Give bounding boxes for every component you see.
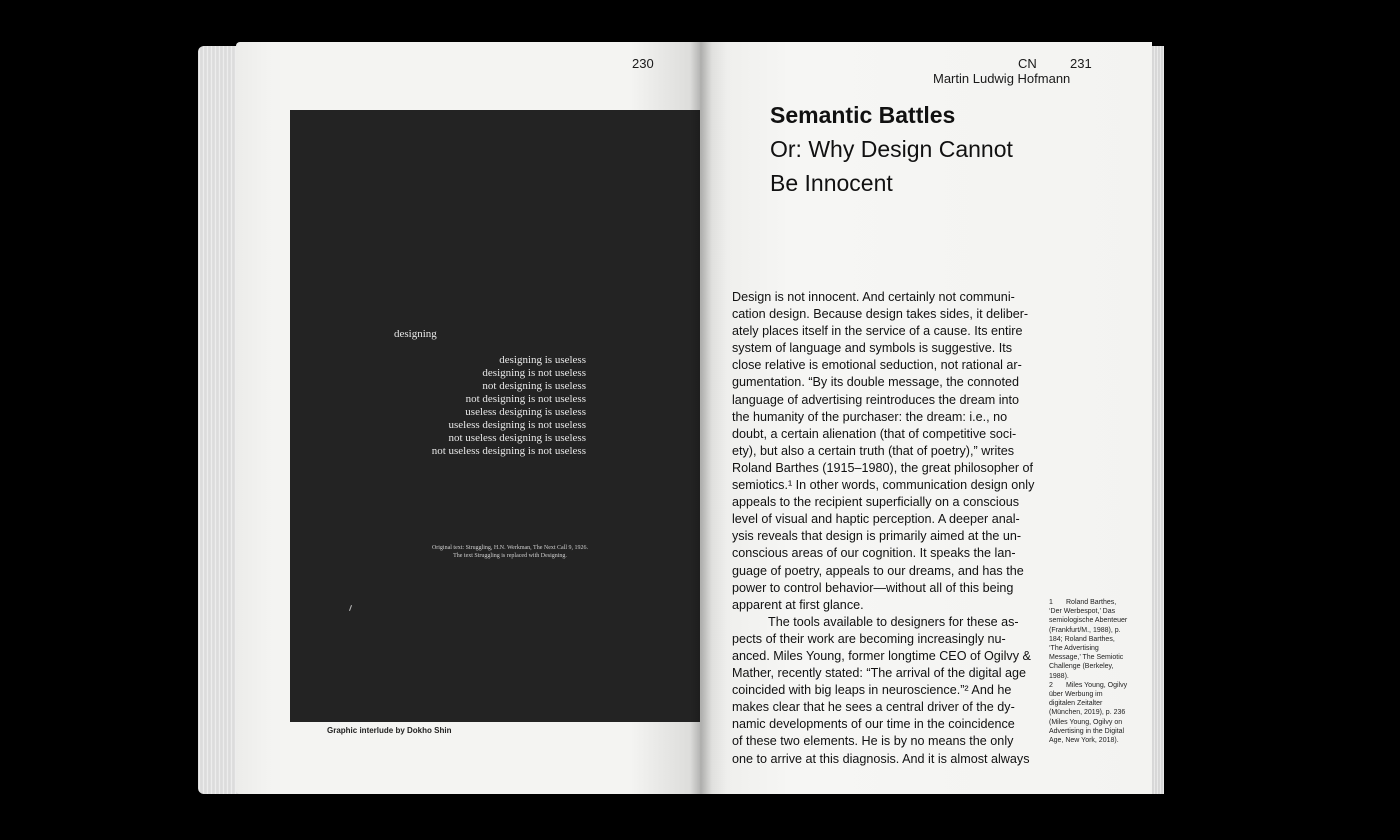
text-line: cation design. Because design takes sides, it deliber- <box>732 307 1029 322</box>
poem-line: designing is not useless <box>482 367 586 379</box>
footnote-number: 1 <box>1049 599 1053 606</box>
source-note <box>410 544 610 560</box>
text-line: namic developments of our time in the coincidence <box>732 717 1015 732</box>
source-note-line: The text Struggling is replaced with Designing. <box>453 553 567 559</box>
stray-mark <box>349 605 352 611</box>
text-line: anced. Miles Young, former longtime CEO of Ogilvy & <box>732 648 1031 663</box>
text-line: of these two elements. He is by no means the only <box>732 734 1014 749</box>
poem-line: useless designing is useless <box>465 406 586 418</box>
text-line: Roland Barthes (1915–1980), the great philosopher of <box>732 460 1034 475</box>
text-line: doubt, a certain alienation (that of competitive soci- <box>732 426 1017 441</box>
text-line: the humanity of the purchaser: the dream: i.e., no <box>732 409 1008 424</box>
footnote-text: Miles Young, Ogilvy über Werbung im digitalen Zeitalter (München, 2019), p. 236 (Miles Young, Ogilvy on Advertising in the Digital Age, New York, 2018). <box>1049 681 1128 745</box>
text-line: one to arrive at this diagnosis. And it is almost always <box>732 751 1030 766</box>
footnote <box>1049 681 1129 745</box>
text-line: close relative is emotional seduction, not rational ar- <box>732 358 1022 373</box>
footnote-text: Roland Barthes, ‘Der Werbespot,’ Das semiologische Abenteuer (Frankfurt/M., 1988), p. 184; Roland Barthes, ‘The Advertising Message,’ The Semiotic Challenge (Berkeley, 1988). <box>1049 599 1128 680</box>
text-line: conscious areas of our cognition. It speaks the lan- <box>732 546 1016 561</box>
chapter-title <box>770 98 1070 200</box>
text-line: system of language and symbols is suggestive. Its <box>732 341 1013 356</box>
poem-first-line: designing <box>394 328 437 340</box>
poem-line: designing is useless <box>499 354 586 366</box>
poem-line: not useless designing is not useless <box>431 445 586 457</box>
paragraph-1 <box>732 289 1042 614</box>
book-edge-right <box>1150 46 1164 794</box>
text-line: semiotics.¹ In other words, communication design only <box>732 478 1035 493</box>
footnotes <box>1049 598 1129 745</box>
paragraph-2 <box>732 614 1042 768</box>
body-text <box>732 289 1042 768</box>
poem-line: not designing is useless <box>482 380 586 392</box>
text-line: coincided with big leaps in neuroscience.”² And he <box>732 683 1012 698</box>
text-line: appeals to the recipient superficially on a conscious <box>732 495 1020 510</box>
footnote <box>1049 598 1129 681</box>
text-line: apparent at first glance. <box>732 597 864 612</box>
section-marker: CN <box>1018 56 1037 71</box>
text-line: ysis reveals that design is primarily aimed at the un- <box>732 529 1022 544</box>
author-name: Martin Ludwig Hofmann <box>933 71 1071 86</box>
text-line: The tools available to designers for these as- <box>768 614 1019 629</box>
text-line: pects of their work are becoming increasingly nu- <box>732 631 1006 646</box>
text-line: power to control behavior—without all of this being <box>732 580 1014 595</box>
text-line: makes clear that he sees a central driver of the dy- <box>732 700 1015 715</box>
text-line: gumentation. “By its double message, the connoted <box>732 375 1020 390</box>
text-line: guage of poetry, appeals to our dreams, and has the <box>732 563 1024 578</box>
text-line: level of visual and haptic perception. A deeper anal- <box>732 512 1020 527</box>
left-page <box>236 42 700 794</box>
poem <box>366 328 586 458</box>
poem-line: not useless designing is useless <box>448 432 586 444</box>
text-line: ety), but also a certain truth (that of poetry),” writes <box>732 443 1015 458</box>
title-sub: Be Innocent <box>770 170 893 196</box>
interlude-caption: Graphic interlude by Dokho Shin <box>327 726 452 735</box>
source-note-line: Original text: Struggling, H.N. Werkman, The Next Call 9, 1926. <box>431 545 589 551</box>
page-number-left: 230 <box>632 56 654 71</box>
text-line: Mather, recently stated: “The arrival of the digital age <box>732 666 1027 681</box>
poem-line: useless designing is not useless <box>448 419 586 431</box>
text-line: Design is not innocent. And certainly not communi- <box>732 290 1015 304</box>
text-line: language of advertising reintroduces the dream into <box>732 392 1020 407</box>
title-main: Semantic Battles <box>770 102 956 128</box>
right-page <box>700 42 1152 794</box>
page-number-right: 231 <box>1070 56 1092 71</box>
poem-line: not designing is not useless <box>465 393 586 405</box>
text-line: ately places itself in the service of a cause. Its entire <box>732 324 1023 339</box>
book-gutter <box>690 42 712 794</box>
footnote-number: 2 <box>1049 681 1053 689</box>
title-sub: Or: Why Design Cannot <box>770 136 1013 162</box>
graphic-interlude-panel <box>290 110 700 722</box>
